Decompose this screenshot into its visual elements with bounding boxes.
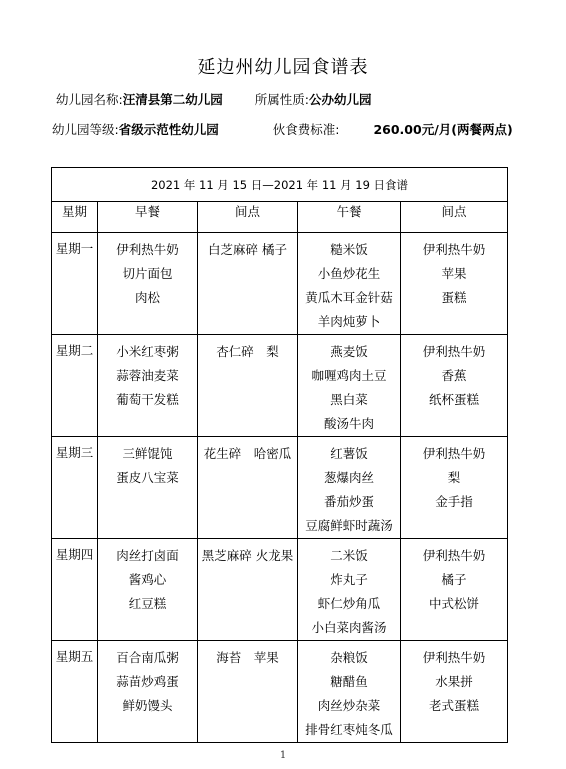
menu-item: 小米红枣粥 — [116, 344, 179, 359]
weekday-cell: 星期一 — [52, 233, 98, 335]
weekday-cell: 星期三 — [52, 437, 98, 539]
menu-item: 排骨红枣炖冬瓜 — [305, 722, 393, 737]
menu-item-list — [198, 233, 297, 262]
breakfast-cell — [98, 539, 198, 641]
menu-item-list — [401, 539, 507, 616]
menu-item: 蛋糕 — [441, 290, 467, 305]
lunch-cell — [298, 335, 401, 437]
menu-item: 燕麦饭 — [330, 344, 368, 359]
menu-item: 老式蛋糕 — [428, 698, 479, 713]
nature-label: 所属性质: — [254, 92, 309, 107]
menu-item: 金手指 — [435, 494, 473, 509]
grade-label: 幼儿园等级: — [52, 122, 119, 137]
menu-item: 番茄炒蛋 — [323, 494, 374, 509]
menu-item: 酱鸡心 — [128, 572, 167, 587]
page-number: 1 — [279, 750, 287, 761]
menu-table — [51, 167, 508, 743]
menu-item: 三鲜馄饨 — [122, 446, 173, 461]
header-weekday: 星期 — [52, 202, 98, 233]
header-lunch: 午餐 — [298, 202, 401, 233]
menu-item: 糖醋鱼 — [330, 674, 368, 689]
menu-item: 肉丝炒杂菜 — [317, 698, 381, 713]
menu-item: 花生碎 哈密瓜 — [203, 446, 292, 461]
table-row — [52, 641, 508, 743]
breakfast-cell — [98, 335, 198, 437]
table-row — [52, 539, 508, 641]
afternoon-snack-cell — [401, 233, 508, 335]
table-header-row — [52, 202, 508, 233]
menu-item: 伊利热牛奶 — [422, 242, 486, 257]
weekday-cell: 星期二 — [52, 335, 98, 437]
menu-item: 蒜蓉油麦菜 — [116, 368, 179, 383]
menu-item: 黑芝麻碎 火龙果 — [201, 548, 294, 563]
menu-item: 肉丝打卤面 — [116, 548, 179, 563]
menu-item: 水果拼 — [435, 674, 473, 689]
menu-item: 酸汤牛肉 — [323, 416, 374, 431]
menu-item: 羊肉炖萝卜 — [317, 314, 381, 329]
menu-item: 豆腐鲜虾时蔬汤 — [305, 518, 393, 533]
lunch-cell — [298, 233, 401, 335]
menu-item: 橘子 — [441, 572, 467, 587]
menu-item-list — [298, 233, 400, 334]
menu-item: 中式松饼 — [428, 596, 479, 611]
kindergarten-name-value: 汪清县第二幼儿园 — [122, 92, 223, 107]
fee-label: 伙食费标准: — [272, 122, 340, 137]
menu-item: 葡萄干发糕 — [116, 392, 179, 407]
menu-item-list — [198, 437, 297, 466]
menu-item-list — [298, 437, 400, 538]
menu-item-list — [401, 641, 507, 718]
menu-item: 红薯饭 — [330, 446, 368, 461]
menu-item-list — [298, 335, 400, 436]
menu-item: 小白菜肉酱汤 — [311, 620, 387, 635]
menu-item-list — [98, 539, 197, 616]
menu-item: 鲜奶馒头 — [122, 698, 173, 713]
menu-item: 伊利热牛奶 — [422, 650, 486, 665]
menu-item: 伊利热牛奶 — [422, 344, 486, 359]
breakfast-cell — [98, 437, 198, 539]
morning-snack-cell — [198, 539, 298, 641]
menu-item-list — [401, 335, 507, 412]
menu-item: 伊利热牛奶 — [422, 446, 486, 461]
menu-item: 杏仁碎 梨 — [216, 344, 279, 359]
table-row — [52, 233, 508, 335]
menu-item: 切片面包 — [122, 266, 173, 281]
page-title: 延边州幼儿园食谱表 — [197, 57, 369, 78]
lunch-cell — [298, 641, 401, 743]
menu-item: 白芝麻碎 橘子 — [208, 242, 287, 257]
breakfast-cell — [98, 233, 198, 335]
kindergarten-name-label: 幼儿园名称: — [56, 92, 123, 107]
menu-item-list — [298, 539, 400, 640]
table-caption-row — [52, 168, 508, 202]
menu-item-list — [198, 335, 297, 364]
menu-item: 伊利热牛奶 — [422, 548, 486, 563]
menu-item-list — [98, 437, 197, 490]
menu-item: 海苔 苹果 — [216, 650, 279, 665]
lunch-cell — [298, 437, 401, 539]
header-breakfast: 早餐 — [98, 202, 198, 233]
menu-item: 纸杯蛋糕 — [428, 392, 479, 407]
menu-item-list — [98, 335, 197, 412]
afternoon-snack-cell — [401, 437, 508, 539]
morning-snack-cell — [198, 335, 298, 437]
breakfast-cell — [98, 641, 198, 743]
menu-item: 二米饭 — [330, 548, 368, 563]
menu-item: 葱爆肉丝 — [323, 470, 374, 485]
info-row-grade — [52, 120, 513, 138]
menu-item: 梨 — [447, 470, 461, 485]
grade-value: 省级示范性幼儿园 — [118, 122, 219, 137]
nature-value: 公办幼儿园 — [308, 92, 372, 107]
menu-item-list — [198, 539, 297, 568]
morning-snack-cell — [198, 233, 298, 335]
menu-item: 伊利热牛奶 — [116, 242, 179, 257]
menu-item: 红豆糕 — [128, 596, 167, 611]
menu-item: 咖喱鸡肉土豆 — [311, 368, 387, 383]
table-row — [52, 335, 508, 437]
menu-item-list — [98, 641, 197, 718]
fee-value: 260.00元/月(两餐两点) — [373, 122, 513, 137]
menu-item: 虾仁炒角瓜 — [317, 596, 381, 611]
weekday-cell: 星期四 — [52, 539, 98, 641]
menu-item-list — [198, 641, 297, 670]
weekday-cell: 星期五 — [52, 641, 98, 743]
menu-item: 百合南瓜粥 — [116, 650, 179, 665]
afternoon-snack-cell — [401, 335, 508, 437]
menu-item: 杂粮饭 — [330, 650, 368, 665]
header-snack-afternoon: 间点 — [401, 202, 508, 233]
menu-item: 蒜苗炒鸡蛋 — [116, 674, 179, 689]
menu-item-list — [298, 641, 400, 742]
morning-snack-cell — [198, 641, 298, 743]
header-snack-morning: 间点 — [198, 202, 298, 233]
menu-item: 肉松 — [134, 290, 160, 305]
menu-item: 糙米饭 — [330, 242, 368, 257]
morning-snack-cell — [198, 437, 298, 539]
afternoon-snack-cell — [401, 641, 508, 743]
afternoon-snack-cell — [401, 539, 508, 641]
menu-item: 炸丸子 — [330, 572, 368, 587]
menu-item: 蛋皮八宝菜 — [116, 470, 179, 485]
menu-item: 小鱼炒花生 — [317, 266, 381, 281]
table-row — [52, 437, 508, 539]
lunch-cell — [298, 539, 401, 641]
menu-item: 苹果 — [441, 266, 467, 281]
table-caption: 2021 年 11 月 15 日—2021 年 11 月 19 日食谱 — [52, 168, 508, 202]
menu-item: 香蕉 — [441, 368, 467, 383]
menu-item: 黑白菜 — [330, 392, 368, 407]
menu-item-list — [98, 233, 197, 310]
menu-item-list — [401, 437, 507, 514]
menu-item: 黄瓜木耳金针菇 — [305, 290, 393, 305]
info-row-name — [56, 90, 371, 108]
menu-item-list — [401, 233, 507, 310]
